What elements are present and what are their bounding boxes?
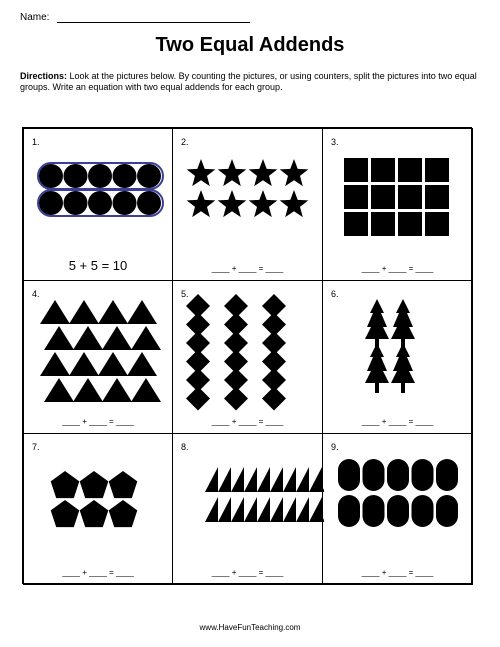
square-shape [398,185,422,209]
tree-shape [391,343,415,393]
star-shape [280,159,309,186]
tree-shape [365,343,389,393]
ovals-picture [323,434,474,586]
answer-blank[interactable]: ____ + ____ = ____ [211,417,284,426]
diamond-shape [224,387,248,411]
stars-picture [173,129,324,282]
answer-blank[interactable]: ____ + ____ = ____ [211,264,284,273]
circle-shape [113,191,137,215]
triangle-shape [98,300,128,324]
right-triangle-shape [283,497,296,522]
problem-number: 8. [181,442,189,452]
right-triangle-shape [296,467,309,492]
oval-shape [387,459,409,491]
circle-shape [64,164,88,188]
square-shape [344,212,368,236]
right-triangle-shape [231,497,244,522]
answer-text: 5 + 5 = 10 [68,258,128,273]
square-shape [344,158,368,182]
right-triangles-picture [173,434,324,586]
problem-number: 6. [331,289,339,299]
directions-label: Directions: [20,71,68,81]
directions [20,71,480,93]
right-triangle-shape [205,467,218,492]
star-shape [218,159,247,186]
triangles-picture [24,281,174,435]
triangle-shape [127,300,157,324]
problem-number: 5. [181,289,189,299]
triangle-shape [44,378,74,402]
right-triangle-shape [205,497,218,522]
problem-number: 3. [331,137,339,147]
square-shape [344,185,368,209]
triangle-shape [98,352,128,376]
square-shape [371,185,395,209]
pentagon-shape [51,471,80,498]
triangle-shape [73,326,103,350]
triangle-shape [102,378,132,402]
diamond-shape [186,387,210,411]
answer-blank[interactable]: ____ + ____ = ____ [361,417,434,426]
problem-number: 4. [32,289,40,299]
circle-shape [64,191,88,215]
problem-number: 9. [331,442,339,452]
problem-6 [322,280,473,434]
square-shape [371,158,395,182]
pentagon-shape [80,471,109,498]
triangle-shape [44,326,74,350]
problem-number: 2. [181,137,189,147]
right-triangle-shape [296,497,309,522]
right-triangle-shape [270,467,283,492]
square-shape [398,158,422,182]
oval-shape [387,495,409,527]
circle-shape [113,164,137,188]
star-shape [187,190,216,217]
oval-shape [363,495,385,527]
problem-3 [322,128,473,281]
problem-9 [322,433,473,585]
triangle-shape [131,378,161,402]
answer-blank[interactable]: ____ + ____ = ____ [62,417,134,426]
star-shape [218,190,247,217]
right-triangle-shape [309,497,322,522]
directions-text: Look at the pictures below. By counting the pictures, or using counters, split the pictures into two equal groups. Write an equation with two equal addends for each group. [20,71,477,92]
star-shape [249,159,278,186]
problem-7 [23,433,173,585]
diamond-shape [262,387,286,411]
triangle-shape [131,326,161,350]
trees-picture [323,281,474,435]
problem-8 [172,433,323,585]
square-shape [425,212,449,236]
circle-shape [137,191,161,215]
right-triangle-shape [218,467,231,492]
tree-shape [391,299,415,349]
pentagon-shape [109,500,138,527]
right-triangle-shape [270,497,283,522]
answer-blank[interactable]: ____ + ____ = ____ [62,568,134,577]
oval-shape [412,495,434,527]
problem-4 [23,280,173,434]
square-shape [371,212,395,236]
oval-shape [338,495,360,527]
problem-2 [172,128,323,281]
star-shape [249,190,278,217]
pentagon-shape [51,500,80,527]
answer-blank[interactable]: ____ + ____ = ____ [361,568,434,577]
triangle-shape [127,352,157,376]
right-triangle-shape [257,497,270,522]
tree-shape [365,299,389,349]
star-shape [187,159,216,186]
problem-number: 1. [32,137,40,147]
right-triangle-shape [309,467,322,492]
circle-shape [88,164,112,188]
triangle-shape [40,352,70,376]
answer-blank[interactable]: ____ + ____ = ____ [361,264,434,273]
triangle-shape [69,352,99,376]
square-shape [425,185,449,209]
right-triangle-shape [244,467,257,492]
triangle-shape [102,326,132,350]
right-triangle-shape [257,467,270,492]
problem-5 [172,280,323,434]
star-shape [280,190,309,217]
oval-shape [412,459,434,491]
triangle-shape [40,300,70,324]
name-line[interactable] [57,22,250,23]
circle-shape [39,191,63,215]
diamonds-picture [173,281,324,435]
square-shape [425,158,449,182]
right-triangle-shape [231,467,244,492]
pentagons-picture [24,434,174,586]
problem-1 [23,128,173,281]
problem-grid [22,127,472,584]
circle-shape [88,191,112,215]
triangle-shape [69,300,99,324]
squares-picture [323,129,474,282]
circle-shape [137,164,161,188]
right-triangle-shape [283,467,296,492]
footer-url: www.HaveFunTeaching.com [199,623,301,632]
problem-number: 7. [32,442,40,452]
triangle-shape [73,378,103,402]
name-label: Name: [20,12,50,23]
answer-blank[interactable]: ____ + ____ = ____ [211,568,284,577]
circle-shape [39,164,63,188]
square-shape [398,212,422,236]
right-triangle-shape [244,497,257,522]
worksheet-title: Two Equal Addends [155,34,345,56]
pentagon-shape [80,500,109,527]
oval-shape [363,459,385,491]
oval-shape [338,459,360,491]
oval-shape [436,495,458,527]
pentagon-shape [109,471,138,498]
oval-shape [436,459,458,491]
right-triangle-shape [218,497,231,522]
